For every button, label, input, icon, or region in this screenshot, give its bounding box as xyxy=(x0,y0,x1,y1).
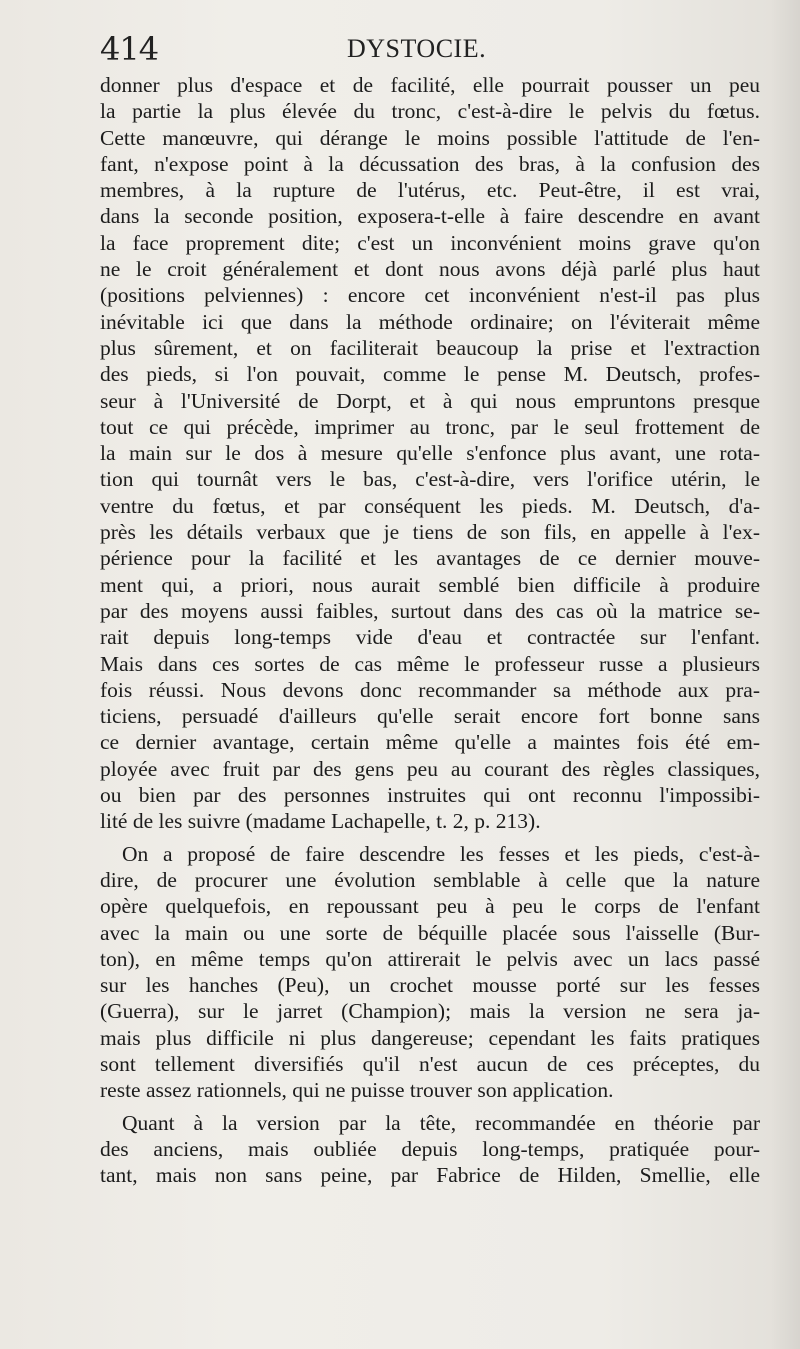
text-line: Mais dans ces sortes de cas même le professeur russe a plusieurs xyxy=(100,651,760,676)
text-line: inévitable ici que dans la méthode ordinaire; on l'éviterait même xyxy=(100,309,760,334)
text-line: Quant à la version par la tête, recommandée en théorie par xyxy=(122,1110,760,1135)
text-line: sur les hanches (Peu), un crochet mousse porté sur les fesses xyxy=(100,973,760,998)
body-text xyxy=(100,72,760,1188)
text-line: fois réussi. Nous devons donc recommander sa méthode aux pra- xyxy=(100,677,760,702)
text-line: opère quelquefois, en repoussant peu à peu le corps de l'enfant xyxy=(100,894,760,919)
text-line: ticiens, persuadé d'ailleurs qu'elle serait encore fort bonne sans xyxy=(100,704,760,729)
bleed-through-text xyxy=(100,1232,760,1254)
text-line: rait depuis long-temps vide d'eau et contractée sur l'enfant. xyxy=(100,625,760,650)
text-line: mais plus difficile ni plus dangereuse; cependant les faits pratiques xyxy=(100,1025,760,1050)
text-line: ne le croit généralement et dont nous avons déjà parlé plus haut xyxy=(100,257,760,282)
text-line: la face proprement dite; c'est un inconvénient moins grave qu'on xyxy=(100,230,760,255)
text-line: reste assez rationnels, qui ne puisse trouver son application. xyxy=(100,1078,614,1103)
text-line: fant, n'expose point à la décussation des bras, à la confusion des xyxy=(100,151,760,176)
text-line: des pieds, si l'on pouvait, comme le pense M. Deutsch, profes- xyxy=(100,362,760,387)
paragraph-3 xyxy=(100,1110,760,1189)
page-edge-shadow xyxy=(770,0,800,1349)
text-line: avec la main ou une sorte de béquille placée sous l'aisselle (Bur- xyxy=(100,920,760,945)
text-line: ton), en même temps qu'on attirerait le pelvis avec un lacs passé xyxy=(100,946,760,971)
text-line: des anciens, mais oubliée depuis long-temps, pratiquée pour- xyxy=(100,1136,760,1161)
text-line: ce dernier avantage, certain même qu'elle a maintes fois été em- xyxy=(100,730,760,755)
text-line: (Guerra), sur le jarret (Champion); mais la version ne sera ja- xyxy=(100,999,760,1024)
text-line: sont tellement diversifiés qu'il n'est aucun de ces préceptes, du xyxy=(100,1051,760,1076)
text-line: périence pour la facilité et les avantages de ce dernier mouve- xyxy=(100,546,760,571)
text-line: la partie la plus élevée du tronc, c'est-à-dire le pelvis du fœtus. xyxy=(100,99,760,124)
text-line: près les détails verbaux que je tiens de son fils, en appelle à l'ex- xyxy=(100,520,760,545)
page-number: 414 xyxy=(100,30,159,68)
text-line: dire, de procurer une évolution semblable à celle que la nature xyxy=(100,867,760,892)
page-header xyxy=(100,26,760,70)
text-line: dans la seconde position, exposera-t-elle à faire descendre en avant xyxy=(100,204,760,229)
text-line: tion qui tournât vers le bas, c'est-à-dire, vers l'orifice utérin, le xyxy=(100,467,760,492)
text-line: (positions pelviennes) : encore cet inconvénient n'est-il pas plus xyxy=(100,283,760,308)
text-line: tant, mais non sans peine, par Fabrice de Hilden, Smellie, elle xyxy=(100,1163,760,1188)
running-head: DYSTOCIE. xyxy=(347,34,487,63)
text-line: On a proposé de faire descendre les fesses et les pieds, c'est-à- xyxy=(122,841,760,866)
text-line: la main sur le dos à mesure qu'elle s'enfonce plus avant, une rota- xyxy=(100,441,760,466)
text-line: membres, à la rupture de l'utérus, etc. Peut-être, il est vrai, xyxy=(100,178,760,203)
text-line: plus sûrement, et on faciliterait beaucoup la prise et l'extraction xyxy=(100,335,760,360)
paragraph-2 xyxy=(100,841,760,1104)
text-line: ventre du fœtus, et par conséquent les pieds. M. Deutsch, d'a- xyxy=(100,493,760,518)
text-line: ployée avec fruit par des gens peu au courant des règles classiques, xyxy=(100,756,760,781)
text-line: lité de les suivre (madame Lachapelle, t. 2, p. 213). xyxy=(100,809,541,834)
text-line: ou bien par des personnes instruites qui ont reconnu l'impossibi- xyxy=(100,783,760,808)
text-line: seur à l'Université de Dorpt, et à qui nous empruntons presque xyxy=(100,388,760,413)
text-line: donner plus d'espace et de facilité, elle pourrait pousser un peu xyxy=(100,73,760,97)
text-line: par des moyens aussi faibles, surtout dans des cas où la matrice se- xyxy=(100,598,760,623)
text-line: ment qui, a priori, nous aurait semblé bien difficile à produire xyxy=(100,572,760,597)
text-line: Cette manœuvre, qui dérange le moins possible l'attitude de l'en- xyxy=(100,125,760,150)
text-line: tout ce qui précède, imprimer au tronc, par le seul frottement de xyxy=(100,414,760,439)
paragraph-1 xyxy=(100,72,760,835)
